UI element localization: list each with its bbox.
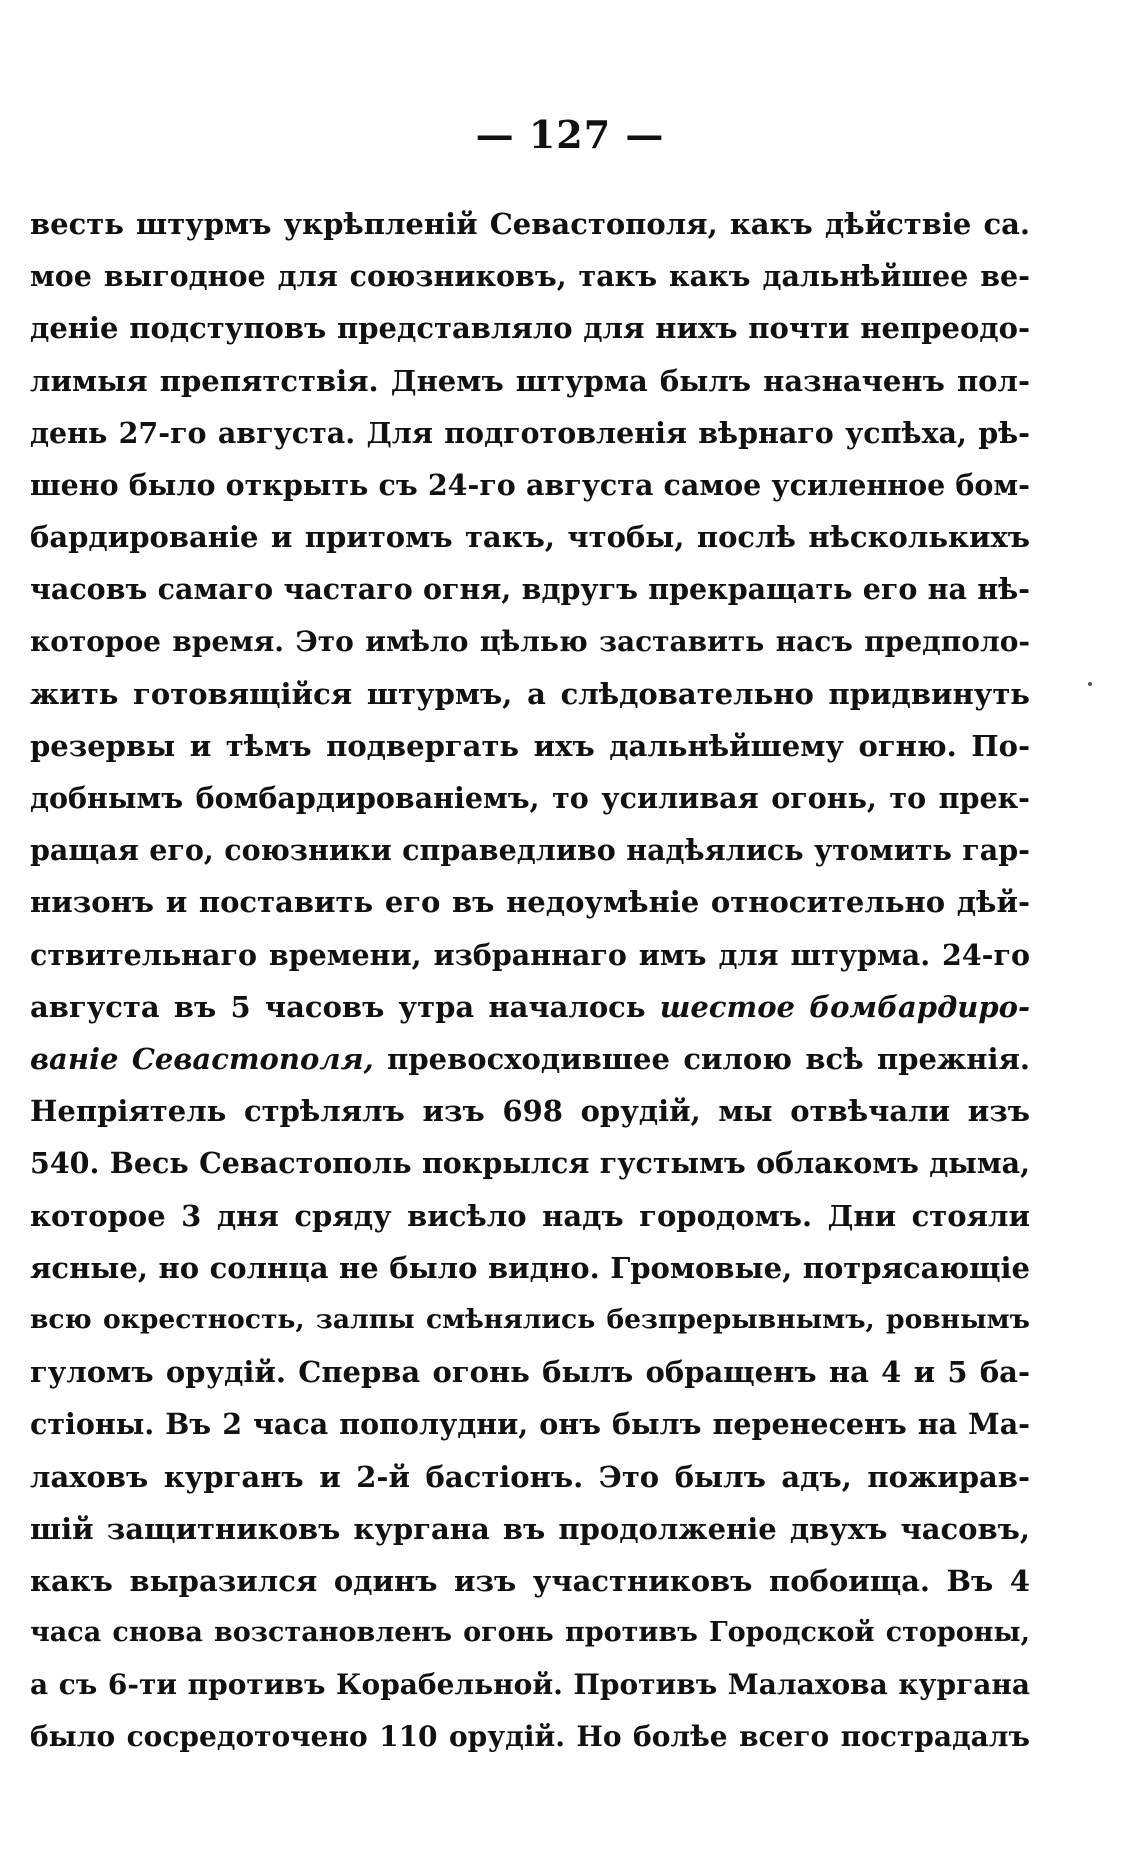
italic-phrase: шестое бомбардиро- [659,989,1030,1024]
text-line: Непріятель стрѣлялъ изъ 698 орудій, мы отвѣчали изъ [30,1094,1030,1129]
ink-speck [1088,682,1092,686]
body-text [30,198,1030,1764]
text-segment: августа въ 5 часовъ утра началось [30,989,660,1024]
text-line: лимыя препятствія. Днемъ штурма былъ назначенъ пол- [30,363,1030,398]
text-line: добнымъ бомбардированіемъ, то усиливая огонь, то прек- [30,781,1030,816]
text-line: а съ 6-ти противъ Корабельной. Противъ Малахова кургана [30,1668,1030,1702]
text-line: день 27-го августа. Для подготовленія вѣрнаго успѣха, рѣ- [30,415,1030,450]
text-line [30,981,1030,1033]
text-line: стіоны. Въ 2 часа пополудни, онъ былъ перенесенъ на Ма- [30,1407,1030,1442]
text-line: шій защитниковъ кургана въ продолженіе двухъ часовъ, [30,1511,1030,1546]
text-line: ясные, но солнца не было видно. Громовые, потрясающіе [30,1250,1030,1285]
page-number: — 127 — [475,112,665,157]
text-line: какъ выразился одинъ изъ участниковъ побоища. Въ 4 [30,1563,1030,1598]
text-line [30,1033,1030,1085]
text-line: резервы и тѣмъ подвергать ихъ дальнѣйшему огню. По- [30,728,1030,763]
text-line: шено было открыть съ 24-го августа самое усиленное бом- [30,467,1030,502]
text-line: ствительнаго времени, избраннаго имъ для штурма. 24-го [30,937,1030,972]
italic-phrase: ваніе Севастополя, [30,1042,374,1076]
text-line: лаховъ курганъ и 2-й бастіонъ. Это былъ адъ, пожирав- [30,1459,1030,1494]
text-line: жить готовящійся штурмъ, а слѣдовательно придвинуть [30,676,1030,711]
text-line: бардированіе и притомъ такъ, чтобы, послѣ нѣсколькихъ [30,520,1030,555]
text-line: часовъ самаго частаго огня, вдругъ прекращать его на нѣ- [30,572,1030,607]
text-line: мое выгодное для союзниковъ, такъ какъ дальнѣйшее ве- [30,259,1030,294]
text-line: 540. Весь Севастополь покрылся густымъ облакомъ дыма, [30,1146,1030,1181]
text-line: деніе подступовъ представляло для нихъ почти непреодо- [30,311,1030,346]
text-line: весть штурмъ укрѣпленій Севастополя, какъ дѣйствіе са. [30,207,1030,241]
text-line: гуломъ орудій. Сперва огонь былъ обращенъ на 4 и 5 ба- [30,1355,1030,1390]
text-line: которое время. Это имѣло цѣлью заставить насъ предполо- [30,624,1030,658]
text-line: которое 3 дня сряду висѣло надъ городомъ. Дни стояли [30,1198,1030,1233]
text-line: низонъ и поставить его въ недоумѣніе относительно дѣй- [30,885,1030,920]
text-line: всю окрестность, залпы смѣнялись безпрерывнымъ, ровнымъ [30,1303,1030,1335]
text-segment: превосходившее силою всѣ прежнія. [373,1042,1030,1076]
text-line: ращая его, союзники справедливо надѣялись утомить гар- [30,833,1030,868]
text-line: часа снова возстановленъ огонь противъ Городской стороны, [30,1617,1030,1649]
text-line: было сосредоточено 110 орудій. Но болѣе всего пострадалъ [30,1720,1030,1754]
